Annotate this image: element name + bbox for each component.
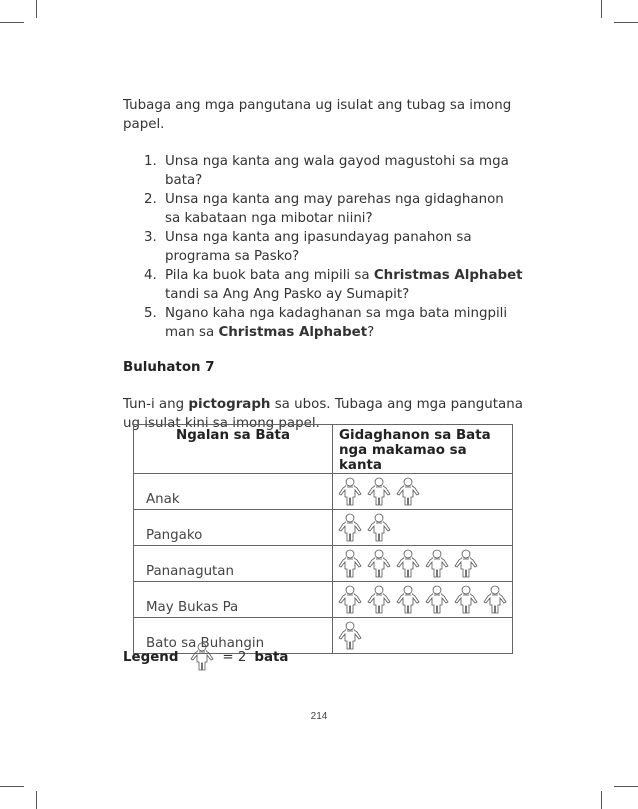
column-header-name: Ngalan sa Bata	[134, 425, 333, 474]
question-5: 5. Ngano kaha nga kadaghanan sa mga bata mingpili man sa Christmas Alphabet?	[161, 304, 523, 342]
child-figure-icon	[394, 585, 422, 615]
crop-mark	[36, 0, 37, 18]
row-label: May Bukas Pa	[134, 582, 333, 618]
crop-mark	[36, 791, 37, 809]
page-content	[123, 96, 523, 433]
question-3: 3. Unsa nga kanta ang ipasundayag panahon sa programa sa Pasko?	[161, 228, 523, 266]
table-row	[134, 546, 513, 582]
row-icons	[333, 618, 513, 654]
question-1: 1. Unsa nga kanta ang wala gayod magustohi sa mga bata?	[161, 152, 523, 190]
question-2: 2. Unsa nga kanta ang may parehas nga gidaghanon sa kabataan nga mibotar niini?	[161, 190, 523, 228]
child-figure-icon	[365, 477, 393, 507]
row-icons	[333, 510, 513, 546]
crop-mark	[0, 22, 24, 23]
crop-mark	[0, 786, 24, 787]
child-figure-icon	[336, 585, 364, 615]
question-4: 4. Pila ka buok bata ang mipili sa Christmas Alphabet tandi sa Ang Ang Pasko ay Sumapit?	[161, 266, 523, 304]
row-label: Pananagutan	[134, 546, 333, 582]
child-figure-icon	[452, 549, 480, 579]
child-figure-icon	[423, 585, 451, 615]
child-figure-icon	[336, 549, 364, 579]
child-figure-icon	[423, 549, 451, 579]
table-row	[134, 474, 513, 510]
legend-label: Legend	[123, 649, 179, 665]
row-label: Bato sa Buhangin	[134, 618, 333, 654]
legend-unit: bata	[254, 649, 289, 665]
row-icons	[333, 546, 513, 582]
crop-mark	[601, 791, 602, 809]
row-label: Pangako	[134, 510, 333, 546]
row-icons	[333, 582, 513, 618]
table-row	[134, 510, 513, 546]
section-title: Buluhaton 7	[123, 360, 215, 375]
child-figure-icon	[365, 513, 393, 543]
row-icons	[333, 474, 513, 510]
crop-mark	[601, 0, 602, 18]
column-header-count: Gidaghanon sa Bata nga makamao sa kanta	[333, 425, 513, 474]
row-label: Anak	[134, 474, 333, 510]
page-number: 214	[310, 711, 328, 722]
pictograph-table	[133, 424, 513, 654]
question-list	[123, 152, 523, 342]
section-intro: Tun-i ang pictograph sa ubos. Tubaga ang mga pangutana ug isulat kini sa imong papel.	[123, 397, 523, 431]
child-figure-icon	[188, 642, 216, 672]
child-figure-icon	[336, 513, 364, 543]
legend	[123, 642, 288, 672]
child-figure-icon	[365, 585, 393, 615]
child-figure-icon	[481, 585, 509, 615]
child-figure-icon	[336, 621, 364, 651]
child-figure-icon	[336, 477, 364, 507]
child-figure-icon	[452, 585, 480, 615]
legend-equals: = 2	[222, 649, 247, 665]
table-row	[134, 582, 513, 618]
child-figure-icon	[365, 549, 393, 579]
crop-mark	[614, 786, 638, 787]
instructions: Tubaga ang mga pangutana ug isulat ang tubag sa imong papel.	[123, 98, 512, 132]
child-figure-icon	[394, 477, 422, 507]
child-figure-icon	[394, 549, 422, 579]
crop-mark	[614, 22, 638, 23]
